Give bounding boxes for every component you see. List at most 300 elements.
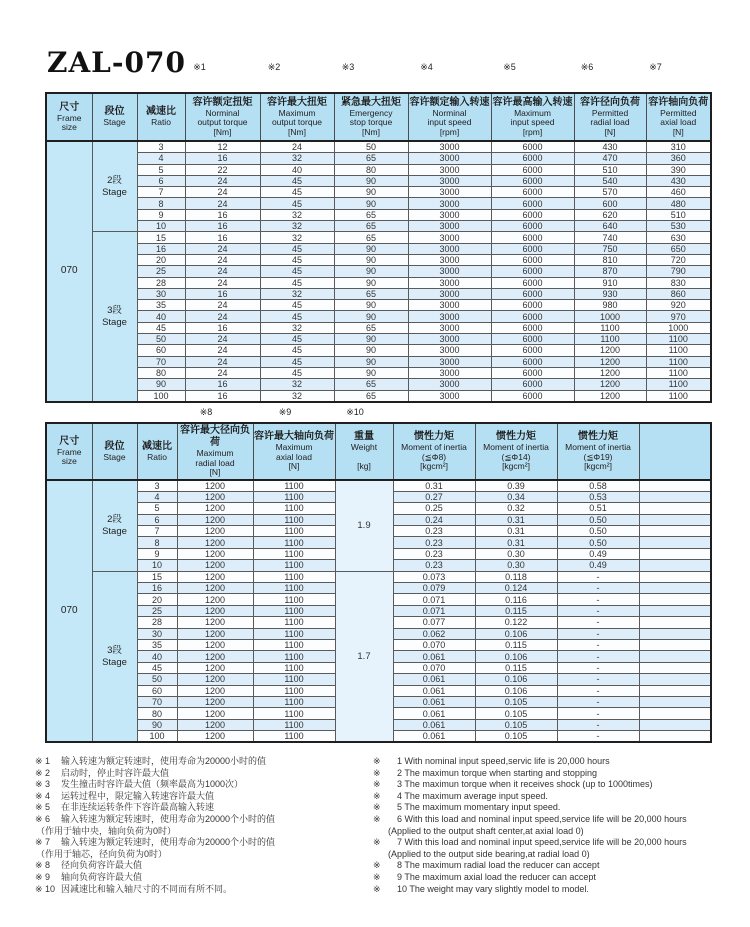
value-cell: 6000 <box>491 232 574 243</box>
value-cell: 3000 <box>408 254 491 265</box>
stage-label-en: Stage <box>102 316 127 328</box>
ratio-cell: 5 <box>137 164 185 175</box>
value-cell: 0.062 <box>393 628 475 639</box>
value-cell: 0.106 <box>475 651 557 662</box>
value-cell: 0.124 <box>475 583 557 594</box>
value-cell: 1100 <box>253 514 335 525</box>
footnote-marker: ※ 1 <box>35 756 51 766</box>
header-label-zh: 容许轴向负荷 <box>648 96 709 108</box>
value-cell: 0.31 <box>393 480 475 492</box>
table-row <box>46 300 711 311</box>
value-cell: 0.23 <box>393 537 475 548</box>
marker-text: ※1 <box>193 62 206 72</box>
value-cell: 6000 <box>491 198 574 209</box>
value-cell: 1200 <box>177 639 253 650</box>
value-cell: 0.31 <box>475 514 557 525</box>
marker-spacer <box>91 406 136 419</box>
ratio-cell: 15 <box>137 232 185 243</box>
value-cell: 65 <box>334 379 408 390</box>
empty-cell <box>639 708 711 719</box>
value-cell: 16 <box>185 221 260 232</box>
ratio-cell: 25 <box>137 605 177 616</box>
footnotes-en <box>373 756 730 895</box>
value-cell: 1100 <box>646 367 711 378</box>
header-label-zh: 容许最大扭矩 <box>267 96 327 108</box>
value-cell: 90 <box>334 198 408 209</box>
value-cell: 0.116 <box>475 594 557 605</box>
value-cell: 1200 <box>177 719 253 730</box>
header-label-en: size <box>61 122 77 132</box>
ratio-cell: 45 <box>137 662 177 673</box>
value-cell: 32 <box>260 288 334 299</box>
empty-cell <box>639 514 711 525</box>
ratio-cell: 50 <box>137 334 185 345</box>
footnote-marker: ※ 6 <box>35 813 51 824</box>
ratio-cell: 10 <box>137 560 177 571</box>
column-header <box>137 423 177 480</box>
value-cell: 0.32 <box>475 503 557 514</box>
value-cell: 860 <box>646 288 711 299</box>
value-cell: 0.39 <box>475 480 557 492</box>
ratio-cell: 30 <box>137 628 177 639</box>
footnote-line <box>35 756 373 768</box>
footnote-text: 10 The weight may vary slightly model to model. <box>397 883 589 894</box>
footnote-text: 输入转速为额定转速时，使用寿命为20000个小时的值 <box>61 813 276 824</box>
value-cell: 3000 <box>408 209 491 220</box>
value-cell: 0.061 <box>393 731 475 743</box>
value-cell: 24 <box>185 300 260 311</box>
header-label-en: input speed <box>427 117 472 128</box>
value-cell: 1100 <box>253 662 335 673</box>
value-cell: 3000 <box>408 164 491 175</box>
marker-text: ※5 <box>503 62 516 72</box>
empty-cell <box>639 503 711 514</box>
value-cell: 0.30 <box>475 560 557 571</box>
value-cell: 16 <box>185 322 260 333</box>
value-cell: 1100 <box>253 685 335 696</box>
value-cell: 1200 <box>574 345 646 356</box>
footnotes-zh <box>35 756 373 895</box>
empty-cell <box>639 560 711 571</box>
header-label-en: Emergency <box>349 107 393 118</box>
value-cell: 1100 <box>253 491 335 502</box>
value-cell: - <box>557 708 639 719</box>
footnote-marker: ※ <box>373 883 381 894</box>
column-header <box>46 93 92 141</box>
footnote-line <box>373 802 730 814</box>
value-cell: 12 <box>185 141 260 153</box>
value-cell: 1100 <box>253 696 335 707</box>
value-cell: 930 <box>574 288 646 299</box>
value-cell: 3000 <box>408 300 491 311</box>
value-cell: 45 <box>260 345 334 356</box>
header-label-zh: 容许径向负荷 <box>580 96 640 108</box>
value-cell: 45 <box>260 198 334 209</box>
value-cell: 1200 <box>177 480 253 492</box>
ratio-cell: 70 <box>137 356 185 367</box>
footnote-marker: ※ <box>373 813 381 824</box>
value-cell: 6000 <box>491 164 574 175</box>
header-label-en: [Nm] <box>213 126 232 137</box>
stage-label-zh: 2段 <box>107 174 122 186</box>
header-label-en: (≦Φ8) <box>421 451 447 462</box>
value-cell: 65 <box>334 288 408 299</box>
ratio-cell: 40 <box>137 651 177 662</box>
stage-cell <box>92 232 137 402</box>
value-cell: 0.071 <box>393 605 475 616</box>
header-row <box>46 93 711 141</box>
value-cell: 6000 <box>491 243 574 254</box>
footnote-marker <box>407 61 490 74</box>
ratio-cell: 4 <box>137 153 185 164</box>
footnote-line <box>373 779 730 791</box>
weight-cell: 1.7 <box>335 571 393 742</box>
ratio-cell: 7 <box>137 187 185 198</box>
value-cell: 32 <box>260 390 334 402</box>
empty-cell <box>639 548 711 559</box>
value-cell: 45 <box>260 311 334 322</box>
empty-cell <box>639 674 711 685</box>
value-cell: 0.25 <box>393 503 475 514</box>
value-cell: 0.115 <box>475 639 557 650</box>
footnote-text: 输入转速为额定转速时，使用寿命为20000小时的值 <box>61 756 267 766</box>
value-cell: 0.23 <box>393 526 475 537</box>
value-cell: 530 <box>646 221 711 232</box>
ratio-cell: 7 <box>137 526 177 537</box>
value-cell: 1100 <box>253 480 335 492</box>
column-header <box>393 423 475 480</box>
header-label-zh: 惯性力矩 <box>578 431 618 442</box>
value-cell: 1100 <box>253 639 335 650</box>
table-row <box>46 390 711 402</box>
value-cell: 6000 <box>491 277 574 288</box>
marker-spacer <box>91 61 136 74</box>
value-cell: 90 <box>334 300 408 311</box>
value-cell: - <box>557 651 639 662</box>
footnote-text: 6 With this load and nominal input speed,service life will be 20,000 hours <box>397 813 687 824</box>
footnote-text: 径向负荷容许最大值 <box>61 860 143 871</box>
value-cell: 0.070 <box>393 639 475 650</box>
value-cell: 3000 <box>408 311 491 322</box>
value-cell: 1100 <box>646 334 711 345</box>
value-cell: 32 <box>260 379 334 390</box>
footnote-text: （作用于轴中央，轴向负荷为0时） <box>36 825 177 836</box>
table-row <box>46 221 711 232</box>
value-cell: 24 <box>185 367 260 378</box>
value-cell: 6000 <box>491 379 574 390</box>
value-cell: 6000 <box>491 209 574 220</box>
value-cell: 430 <box>574 141 646 153</box>
value-cell: 45 <box>260 367 334 378</box>
value-cell: 3000 <box>408 198 491 209</box>
table-row <box>46 209 711 220</box>
value-cell: 90 <box>334 311 408 322</box>
footnote-text: 5 The maximum momentary input speed. <box>397 802 561 813</box>
value-cell: 910 <box>574 277 646 288</box>
value-cell: 0.27 <box>393 491 475 502</box>
value-cell: 0.105 <box>475 708 557 719</box>
footnote-marker: ※ <box>373 837 381 848</box>
stage-label-en: Stage <box>102 186 127 198</box>
footnote-line <box>373 837 730 849</box>
value-cell: 90 <box>334 277 408 288</box>
value-cell: 32 <box>260 209 334 220</box>
footnote-text: 1 With nominal input speed,servic life is 20,000 hours <box>397 756 610 766</box>
value-cell: 90 <box>334 254 408 265</box>
column-header <box>46 423 92 480</box>
value-cell: 0.106 <box>475 628 557 639</box>
value-cell: 40 <box>260 164 334 175</box>
empty-cell <box>639 605 711 616</box>
footnote-text: 8 The maximum radial load the reducer can accept <box>397 860 600 871</box>
value-cell: 3000 <box>408 141 491 153</box>
footnote-marker: ※ <box>373 767 381 778</box>
header-label-en: Stage <box>103 117 126 128</box>
footnote-line <box>373 814 730 826</box>
footnote-marker: ※ 4 <box>35 790 51 801</box>
value-cell: 3000 <box>408 232 491 243</box>
value-cell: 22 <box>185 164 260 175</box>
stage-cell <box>92 141 137 232</box>
footnote-marker: ※ 7 <box>35 837 51 848</box>
value-cell: 45 <box>260 254 334 265</box>
header-label-en: [N] <box>604 126 616 137</box>
value-cell: 980 <box>574 300 646 311</box>
header-label-zh: 惯性力矩 <box>414 431 454 442</box>
ratio-cell: 16 <box>137 243 185 254</box>
table-row <box>46 266 711 277</box>
value-cell: 1100 <box>253 651 335 662</box>
value-cell: 6000 <box>491 300 574 311</box>
marker-spacer <box>45 61 91 74</box>
value-cell: 0.115 <box>475 605 557 616</box>
value-cell: 870 <box>574 266 646 277</box>
empty-cell <box>639 537 711 548</box>
header-label-en: axial load <box>276 451 312 462</box>
ratio-cell: 4 <box>137 491 177 502</box>
value-cell: 0.061 <box>393 685 475 696</box>
value-cell: 1200 <box>574 367 646 378</box>
footnote-line <box>35 826 373 838</box>
value-cell: 6000 <box>491 187 574 198</box>
value-cell: 90 <box>334 367 408 378</box>
value-cell: 24 <box>185 198 260 209</box>
footnote-marker <box>490 61 573 74</box>
value-cell: 90 <box>334 175 408 186</box>
value-cell: 1200 <box>177 617 253 628</box>
header-label-en: (≦Φ14) <box>501 451 531 462</box>
value-cell: - <box>557 594 639 605</box>
footnote-text: (Applied to the output shaft center,at axial load 0) <box>388 825 584 836</box>
ratio-cell: 8 <box>137 537 177 548</box>
ratio-cell: 40 <box>137 311 185 322</box>
value-cell: 0.34 <box>475 491 557 502</box>
footnote-text: 启动时，停止时容许最大值 <box>61 767 170 778</box>
header-label-en: [kgcm²] <box>502 461 530 471</box>
value-cell: 45 <box>260 277 334 288</box>
footnote-marker <box>333 61 407 74</box>
value-cell: 6000 <box>491 334 574 345</box>
header-label-en: Permitted <box>591 107 629 118</box>
table-row <box>46 288 711 299</box>
header-label-zh: 减速比 <box>146 106 176 118</box>
stage-cell <box>92 480 137 572</box>
ratio-cell: 15 <box>137 571 177 582</box>
stage-label-en: Stage <box>102 656 127 668</box>
value-cell: 1000 <box>646 322 711 333</box>
footnote-marker: ※ 10 <box>35 883 56 894</box>
table-row <box>46 311 711 322</box>
value-cell: 1200 <box>177 537 253 548</box>
value-cell: 3000 <box>408 266 491 277</box>
stage-label-zh: 3段 <box>107 304 122 316</box>
value-cell: 0.077 <box>393 617 475 628</box>
value-cell: - <box>557 719 639 730</box>
value-cell: 0.061 <box>393 708 475 719</box>
header-label-en: [Nm] <box>362 126 380 137</box>
value-cell: 0.079 <box>393 583 475 594</box>
value-cell: 1200 <box>177 731 253 743</box>
ratio-cell: 80 <box>137 367 185 378</box>
value-cell: 0.49 <box>557 560 639 571</box>
table-row <box>46 277 711 288</box>
marker-text: ※6 <box>580 62 594 72</box>
column-header <box>92 423 137 480</box>
ratio-cell: 6 <box>137 514 177 525</box>
weight-cell: 1.9 <box>335 480 393 572</box>
value-cell: 65 <box>334 390 408 402</box>
ratio-cell: 35 <box>137 300 185 311</box>
footnote-line <box>373 860 730 872</box>
header-label-en: Maximum <box>278 107 316 118</box>
marker-text: ※7 <box>649 62 662 72</box>
header-label-en: [N] <box>209 467 221 477</box>
value-cell: 6000 <box>491 390 574 402</box>
footnote-line <box>373 849 730 861</box>
empty-cell <box>639 696 711 707</box>
header-label-en: Frame <box>56 446 82 457</box>
value-cell: 1100 <box>253 503 335 514</box>
value-cell: 24 <box>185 334 260 345</box>
ratio-cell: 60 <box>137 345 185 356</box>
value-cell: 3000 <box>408 334 491 345</box>
header-label-en: Maximum <box>275 442 313 452</box>
ratio-cell: 9 <box>137 209 185 220</box>
value-cell: 0.23 <box>393 560 475 571</box>
footnote-marker: ※ <box>373 860 381 871</box>
column-header <box>185 93 260 141</box>
header-label-zh: 段位 <box>104 106 125 118</box>
value-cell: 740 <box>574 232 646 243</box>
value-cell: 1100 <box>253 605 335 616</box>
value-cell: 0.115 <box>475 662 557 673</box>
value-cell: 920 <box>646 300 711 311</box>
footnote-text: (Applied to the output side bearing,at radial load 0) <box>388 848 590 859</box>
value-cell: 90 <box>334 187 408 198</box>
value-cell: 0.061 <box>393 696 475 707</box>
value-cell: 32 <box>260 322 334 333</box>
empty-cell <box>639 719 711 730</box>
table-row <box>46 175 711 186</box>
header-label-en: Ratio <box>151 117 171 128</box>
footnote-text: 发生撞击时容许最大值（频率最高为1000次） <box>61 779 244 790</box>
value-cell: 1200 <box>177 696 253 707</box>
value-cell: 3000 <box>408 356 491 367</box>
ratio-cell: 35 <box>137 639 177 650</box>
value-cell: 3000 <box>408 390 491 402</box>
marker-spacer <box>136 61 184 74</box>
marker-spacer <box>556 406 638 419</box>
column-header <box>491 93 574 141</box>
marker-text: ※9 <box>278 407 292 417</box>
header-label-zh: 容许最高输入转速 <box>492 96 573 108</box>
ratio-cell: 20 <box>137 594 177 605</box>
marker-spacer <box>45 406 91 419</box>
value-cell: 1200 <box>177 685 253 696</box>
ratio-cell: 45 <box>137 322 185 333</box>
value-cell: 0.50 <box>557 526 639 537</box>
footnote-marker: ※ 2 <box>35 767 51 778</box>
value-cell: 1100 <box>253 708 335 719</box>
value-cell: 3000 <box>408 221 491 232</box>
empty-cell <box>639 583 711 594</box>
value-cell: 3000 <box>408 288 491 299</box>
value-cell: 970 <box>646 311 711 322</box>
value-cell: 600 <box>574 198 646 209</box>
footnote-line <box>373 791 730 803</box>
value-cell: - <box>557 674 639 685</box>
header-label-zh: 惯性力矩 <box>496 431 536 442</box>
footnote-marker: ※ 9 <box>35 871 51 882</box>
value-cell: 0.106 <box>475 674 557 685</box>
ratio-cell: 28 <box>137 617 177 628</box>
value-cell: 0.061 <box>393 651 475 662</box>
footnote-text: 3 The maximun torque when it receives shock (up to 1000times) <box>397 779 653 790</box>
value-cell: 0.30 <box>475 548 557 559</box>
value-cell: - <box>557 696 639 707</box>
value-cell: 1100 <box>646 379 711 390</box>
value-cell: 630 <box>646 232 711 243</box>
footnote-line <box>35 814 373 826</box>
marker-spacer <box>136 406 176 419</box>
value-cell: - <box>557 571 639 582</box>
value-cell: 6000 <box>491 254 574 265</box>
value-cell: 0.51 <box>557 503 639 514</box>
footnote-text: 运转过程中，限定输入转速容许最大值 <box>61 790 215 801</box>
value-cell: 65 <box>334 209 408 220</box>
value-cell: 1100 <box>253 560 335 571</box>
ratio-cell: 20 <box>137 254 185 265</box>
table-row <box>46 164 711 175</box>
ratio-cell: 90 <box>137 719 177 730</box>
empty-cell <box>639 628 711 639</box>
value-cell: 460 <box>646 187 711 198</box>
footnote-marker: ※ 5 <box>35 802 51 813</box>
ratio-cell: 80 <box>137 708 177 719</box>
header-label-en: [Nm] <box>288 126 306 137</box>
ratio-cell: 8 <box>137 198 185 209</box>
header-label-en: [kgcm²] <box>420 461 448 471</box>
value-cell: 360 <box>646 153 711 164</box>
value-cell: 90 <box>334 266 408 277</box>
value-cell: 1100 <box>253 537 335 548</box>
value-cell: 32 <box>260 221 334 232</box>
value-cell: 3000 <box>408 243 491 254</box>
empty-cell <box>639 571 711 582</box>
value-cell: 0.105 <box>475 719 557 730</box>
footnote-marker: ※ 3 <box>35 779 51 790</box>
empty-cell <box>639 491 711 502</box>
